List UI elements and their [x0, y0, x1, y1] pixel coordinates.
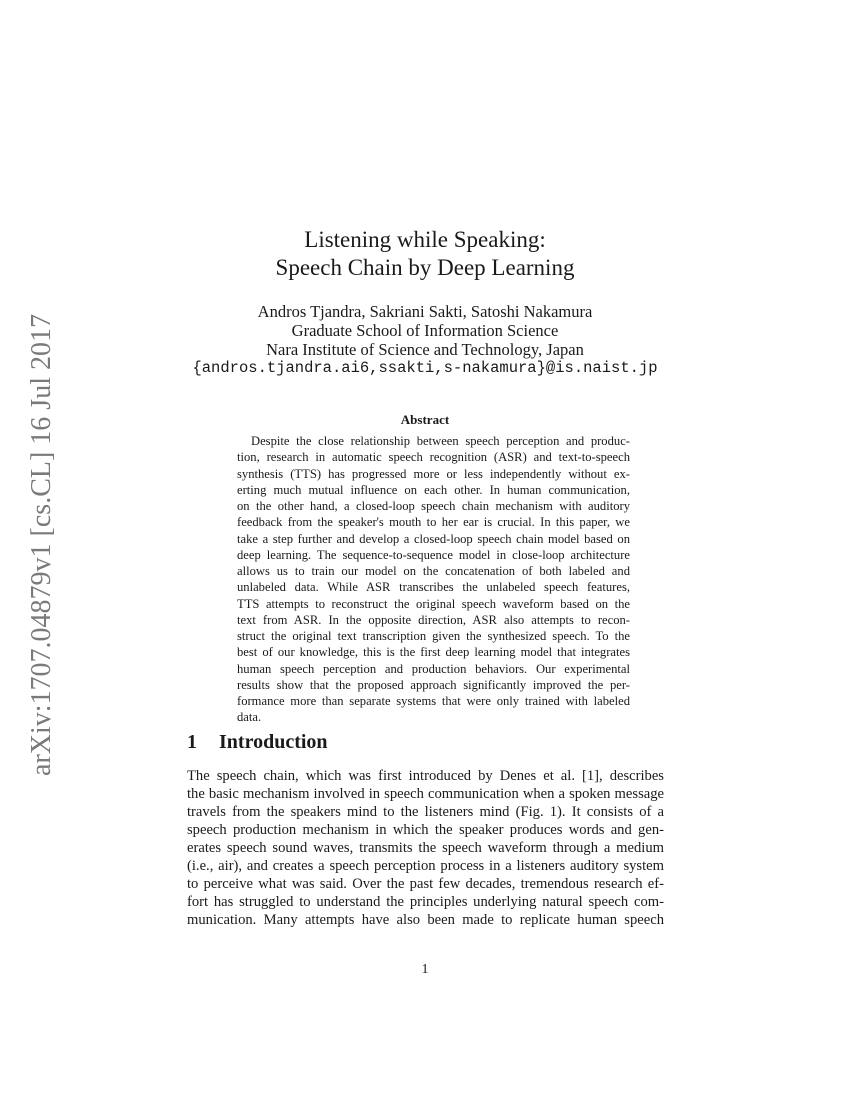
- text-line: allows us to train our model on the concatenation of both labeled and: [237, 564, 630, 578]
- text-line: travels from the speakers mind to the listeners mind (Fig. 1). It consists of a: [187, 804, 664, 820]
- text-line: results show that the proposed approach significantly improved the per-: [237, 677, 630, 692]
- text-line: best of our knowledge, this is the first deep learning model that integrates: [237, 645, 630, 660]
- text-line: formance more than separate systems that were only trained with labeled: [237, 694, 630, 708]
- title-line: Speech Chain by Deep Learning: [275, 255, 575, 280]
- text-line: Despite the close relationship between speech perception and produc-: [251, 434, 630, 448]
- title-line: Listening while Speaking:: [304, 227, 546, 252]
- affiliation: Nara Institute of Science and Technology, Japan: [266, 340, 584, 359]
- author-block: [0, 302, 850, 378]
- text-line: speech production mechanism in which the speaker produces words and gen-: [187, 822, 664, 838]
- text-line: TTS attempts to reconstruct the original speech waveform based on the: [237, 596, 630, 611]
- text-line: struct the original text transcription given the synthesized speech. To the: [237, 629, 630, 643]
- text-line: The speech chain, which was first introduced by Denes et al. [1], describes: [187, 768, 664, 784]
- affiliation: Graduate School of Information Science: [291, 321, 559, 340]
- section-number: 1: [187, 731, 197, 753]
- text-line: on the other hand, a closed-loop speech chain mechanism with auditory: [237, 499, 630, 513]
- text-line: unlabeled data. While ASR transcribes the unlabeled speech features,: [237, 580, 630, 595]
- text-line: data.: [237, 710, 262, 725]
- abstract-heading: Abstract: [400, 412, 450, 427]
- text-line: fort has struggled to understand the principles underlying natural speech com-: [187, 894, 664, 910]
- text-line: erting much mutual influence on each other. In human communication,: [237, 482, 630, 497]
- abstract-body: [237, 433, 630, 726]
- arxiv-side-label: arXiv:1707.04879v1 [cs.CL] 16 Jul 2017: [26, 314, 57, 776]
- text-line: human speech perception and production behaviors. Our experimental: [237, 661, 630, 676]
- text-line: deep learning. The sequence-to-sequence model in close-loop architecture: [237, 547, 630, 562]
- text-line: take a step further and develop a closed-loop speech chain model based on: [237, 531, 630, 546]
- text-line: to perceive what was said. Over the past few decades, tremendous research ef-: [187, 876, 664, 892]
- author-emails: {andros.tjandra.ai6,ssakti,s-nakamura}@is.naist.jp: [192, 359, 658, 377]
- text-line: (i.e., air), and creates a speech perception process in a listeners auditory system: [187, 858, 664, 874]
- section-title: Introduction: [219, 731, 328, 753]
- text-line: the basic mechanism involved in speech communication when a spoken message: [187, 786, 664, 802]
- page-number: 1: [421, 962, 429, 977]
- paper-title: [0, 226, 850, 282]
- text-line: erates speech sound waves, transmits the speech waveform through a medium: [187, 840, 664, 856]
- author-names: Andros Tjandra, Sakriani Sakti, Satoshi Nakamura: [257, 302, 593, 321]
- text-line: synthesis (TTS) has progressed more or less independently without ex-: [237, 466, 630, 481]
- introduction-body: [187, 767, 664, 929]
- text-line: munication. Many attempts have also been made to replicate human speech: [187, 912, 664, 928]
- text-line: feedback from the speaker's mouth to her ear is crucial. In this paper, we: [237, 515, 630, 530]
- section-heading-introduction: [187, 731, 328, 754]
- text-line: tion, research in automatic speech recognition (ASR) and text-to-speech: [237, 450, 630, 465]
- text-line: text from ASR. In the opposite direction, ASR also attempts to recon-: [237, 612, 630, 627]
